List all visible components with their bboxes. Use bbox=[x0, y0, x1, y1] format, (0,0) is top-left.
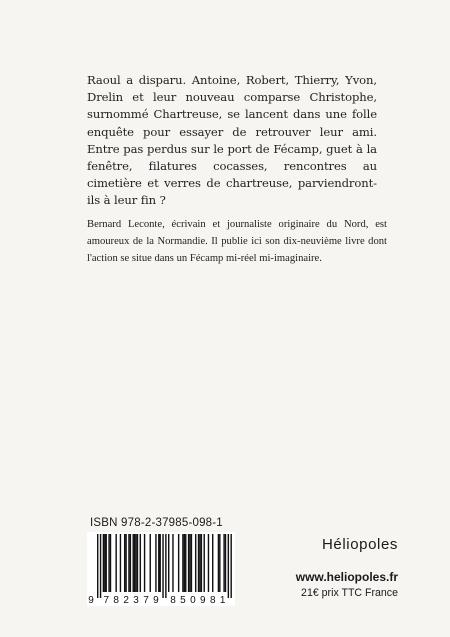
barcode-bar bbox=[178, 534, 179, 592]
barcode-bar bbox=[155, 534, 156, 592]
barcode-bar bbox=[208, 534, 209, 592]
barcode-digit: 7 bbox=[143, 595, 149, 606]
barcode-bar bbox=[189, 534, 190, 592]
barcode-bar bbox=[182, 534, 183, 592]
barcode-bar bbox=[191, 534, 192, 592]
barcode-bar bbox=[150, 534, 151, 592]
barcode-bar bbox=[135, 534, 136, 592]
barcode-digit: 8 bbox=[113, 595, 119, 606]
barcode-bar bbox=[201, 534, 202, 592]
book-blurb: Raoul a disparu. Antoine, Robert, Thierry, Yvon, Drelin et leur nouveau comparse Christophe, surnommé Chartreuse, se lancent dans une folle enquête pour essayer de retrouver leur ami. Entre pas perdus sur le port de Fécamp, guet à la fenêtre, filatures cocasses, rencontres au cimetière et verres de chartreuse, parviendront-ils à leur fin ? bbox=[87, 73, 377, 208]
barcode-digit: 1 bbox=[219, 595, 226, 606]
barcode-bar bbox=[137, 534, 138, 592]
barcode-digit: 9 bbox=[88, 595, 94, 606]
barcode-bar bbox=[172, 534, 173, 592]
barcode-bar bbox=[230, 534, 231, 598]
barcode-bar bbox=[103, 534, 104, 592]
barcode-bar bbox=[198, 534, 199, 592]
barcode-bar bbox=[219, 534, 220, 592]
barcode-bar bbox=[100, 534, 101, 598]
barcode bbox=[87, 532, 235, 606]
barcode-digit: 3 bbox=[133, 595, 139, 606]
barcode-bar bbox=[165, 534, 166, 598]
author-bio: Bernard Leconte, écrivain et journaliste originaire du Nord, est amoureux de la Normandie. Il publie ici son dix-neuvième livre dont l'action se situe dans un Fécamp mi-réel mi-imaginaire. bbox=[87, 219, 387, 265]
publisher-name: Héliopoles bbox=[321, 536, 398, 553]
barcode-digit: 9 bbox=[153, 595, 159, 606]
barcode-bar bbox=[204, 534, 205, 592]
barcode-bar bbox=[228, 534, 229, 598]
barcode-bar bbox=[108, 534, 109, 592]
barcode-bar bbox=[110, 534, 111, 592]
barcode-bar bbox=[184, 534, 185, 592]
barcode-bar bbox=[133, 534, 134, 592]
barcode-bar bbox=[104, 534, 105, 592]
barcode-bar bbox=[195, 534, 196, 592]
barcode-bar bbox=[106, 534, 107, 592]
barcode-bar bbox=[225, 534, 226, 592]
barcode-bar bbox=[159, 534, 160, 592]
price-label: 21€ prix TTC France bbox=[301, 587, 398, 599]
barcode-bar bbox=[140, 534, 141, 592]
barcode-bar bbox=[212, 534, 213, 592]
barcode-bar bbox=[115, 534, 116, 592]
barcode-digit: 8 bbox=[170, 595, 176, 606]
barcode-bar bbox=[124, 534, 125, 592]
barcode-bar bbox=[199, 534, 200, 592]
barcode-digit: 0 bbox=[190, 595, 196, 606]
barcode-bar bbox=[144, 534, 145, 592]
barcode-bar bbox=[128, 534, 129, 592]
barcode-bar bbox=[223, 534, 224, 592]
barcode-bar bbox=[158, 534, 159, 592]
barcode-bar bbox=[125, 534, 126, 592]
barcode-bar bbox=[120, 534, 121, 592]
barcode-bar bbox=[130, 534, 131, 592]
barcode-bar bbox=[188, 534, 189, 592]
barcode-digit: 2 bbox=[123, 595, 129, 606]
isbn-label: ISBN 978-2-37985-098-1 bbox=[90, 517, 223, 529]
barcode-bar bbox=[168, 534, 169, 592]
publisher-website[interactable]: www.heliopoles.fr bbox=[295, 570, 398, 584]
barcode-bar bbox=[218, 534, 219, 592]
barcode-digit: 5 bbox=[180, 595, 186, 606]
barcode-bar bbox=[134, 534, 135, 592]
barcode-digit: 7 bbox=[103, 595, 110, 606]
barcode-bar bbox=[97, 534, 98, 598]
barcode-bar bbox=[185, 534, 186, 592]
barcode-digit: 8 bbox=[209, 595, 216, 606]
barcode-digit: 9 bbox=[200, 595, 206, 606]
barcode-bar bbox=[162, 534, 163, 598]
